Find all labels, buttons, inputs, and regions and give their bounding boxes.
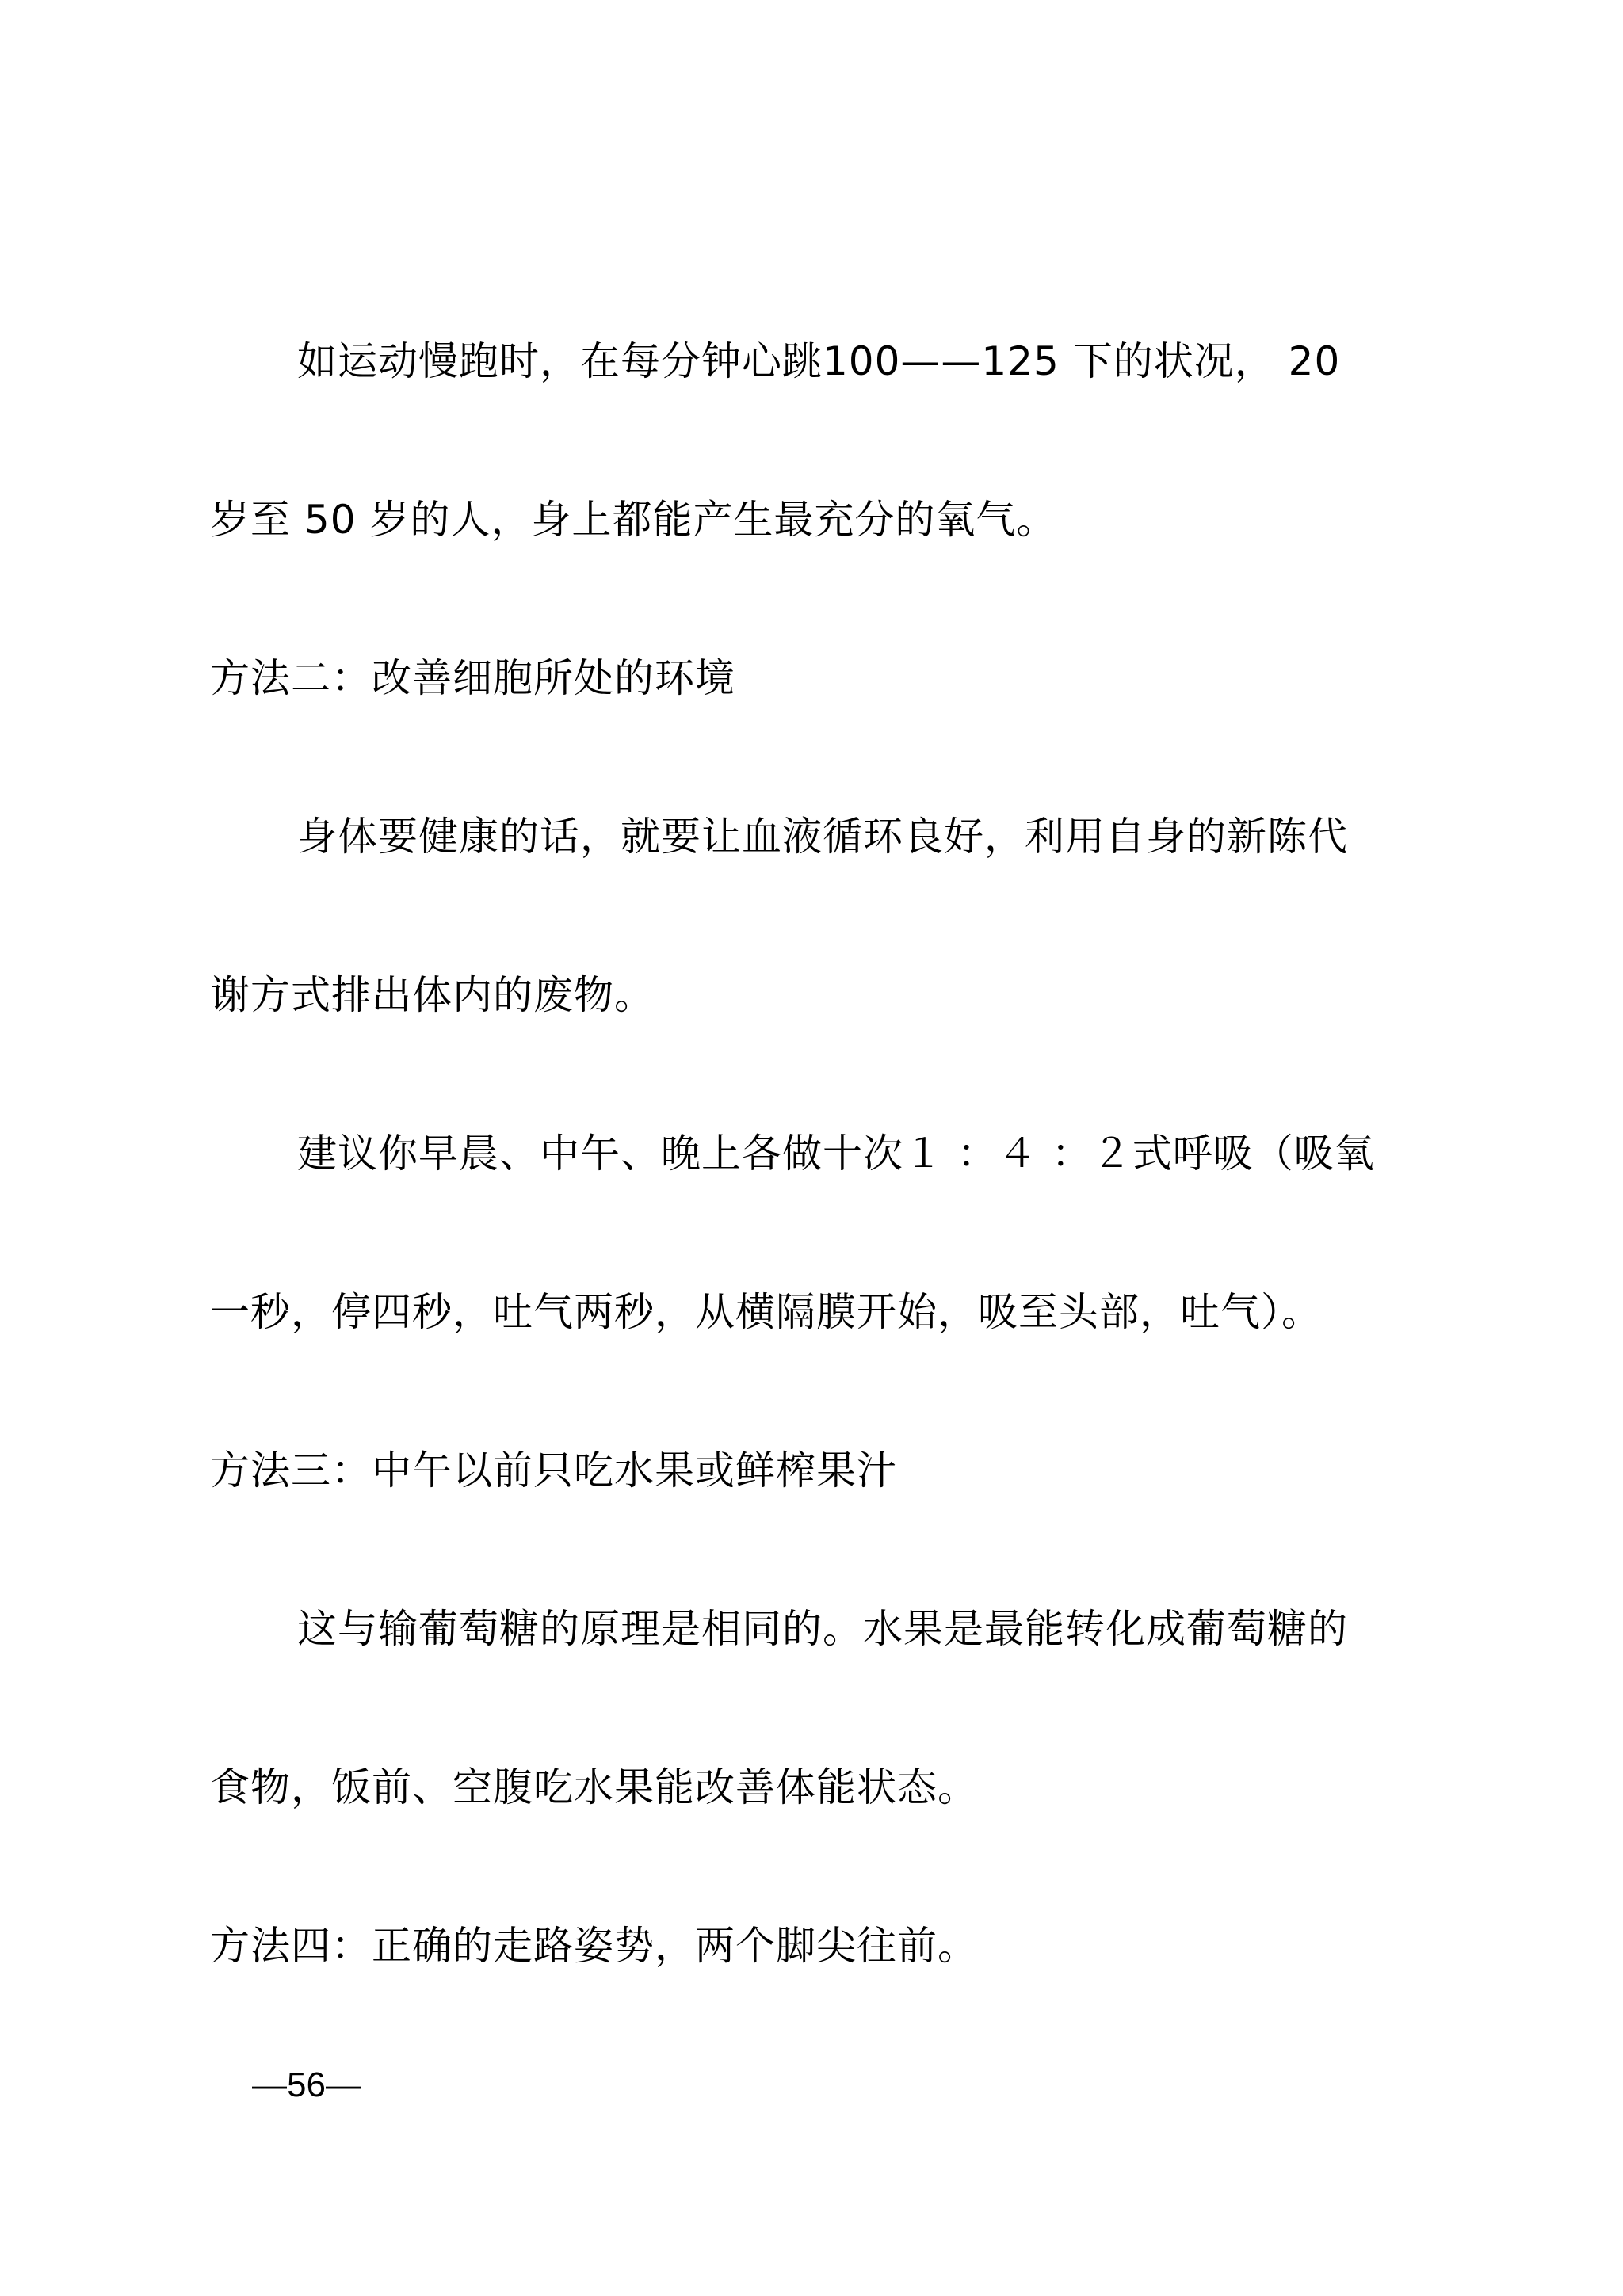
paragraph-line: 身体要健康的话，就要让血液循环良好，利用自身的新陈代: [297, 814, 1348, 860]
section-heading-method-2: 方法二：改善细胞所处的环境: [210, 655, 735, 701]
paragraph-line: 食物，饭前、空腹吃水果能改善体能状态。: [210, 1764, 978, 1810]
section-heading-method-3: 方法三：中午以前只吃水果或鲜榨果汁: [210, 1447, 897, 1493]
paragraph-line: 如运动慢跑时，在每分钟心跳100——125 下的状况， 20: [297, 338, 1341, 384]
paragraph-line: 这与输葡萄糖的原理是相同的。水果是最能转化成葡萄糖的: [297, 1606, 1348, 1652]
section-heading-method-4: 方法四：正确的走路姿势，两个脚尖往前。: [210, 1923, 978, 1969]
paragraph-line: 一秒，停四秒，吐气两秒，从横隔膜开始，吸至头部，吐气）。: [210, 1289, 1322, 1335]
paragraph-line: 谢方式排出体内的废物。: [210, 972, 655, 1018]
paragraph-line: 岁至 50 岁的人，身上都能产生最充分的氧气。: [210, 497, 1057, 543]
paragraph-line: 建议你早晨、中午、晚上各做十次１ ：４ ：２式呼吸（吸氧: [297, 1131, 1375, 1177]
page-number: —56—: [252, 2065, 361, 2104]
